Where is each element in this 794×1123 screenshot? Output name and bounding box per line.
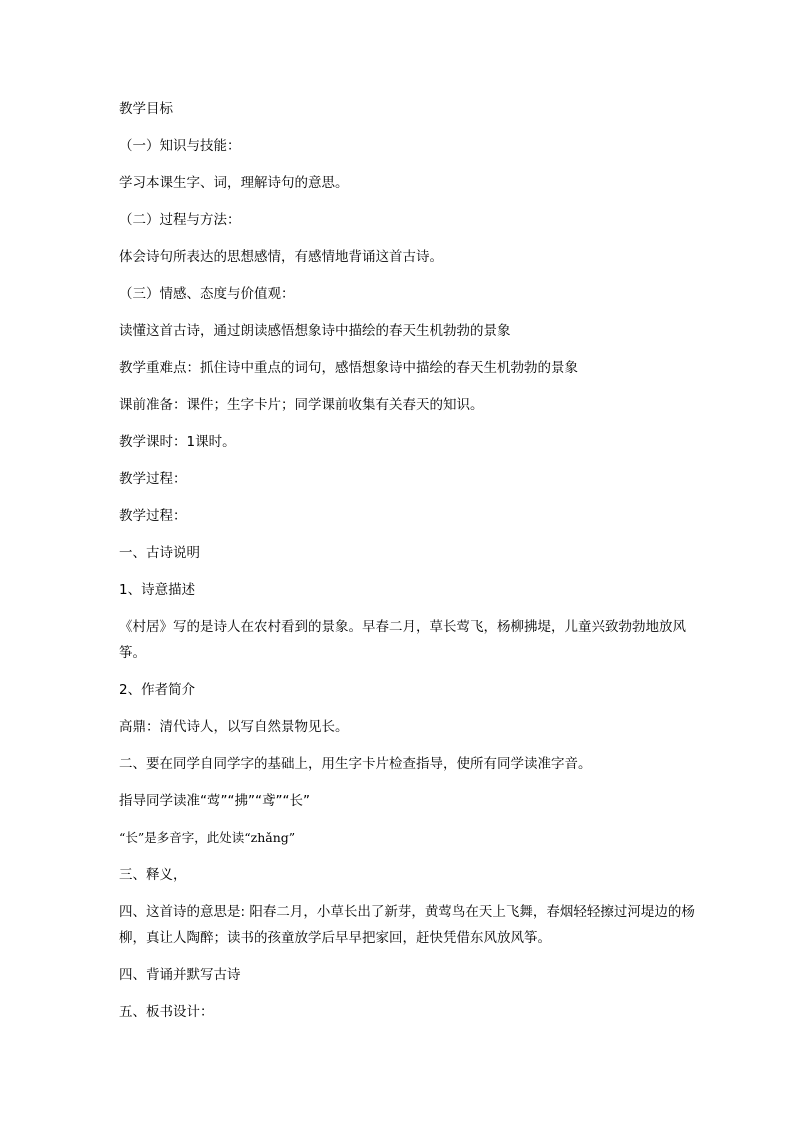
section-recite-write: 四、背诵并默写古诗 xyxy=(119,967,241,983)
subheading-emotion-values: （三）情感、态度与价值观： xyxy=(119,286,295,302)
section-character-check: 二、要在同学自同学字的基础上，用生字卡片检查指导，使所有同学读准字音。 xyxy=(119,756,592,772)
paragraph-poem-meaning: 四、这首诗的意思是: 阳春二月，小草长出了新芽，黄莺鸟在天上飞舞，春烟轻轻擦过河堤边的杨柳，真让人陶醉；读书的孩童放学后早早把家回，赶快凭借东风放风筝。 xyxy=(119,904,695,946)
paragraph-pronunciation-guide: 指导同学读准“莺”“拂”“鸢”“长” xyxy=(119,793,310,809)
subheading-knowledge-skills: （一）知识与技能： xyxy=(119,138,241,154)
document-body xyxy=(119,96,699,1036)
paragraph-poem-description: 《村居》写的是诗人在农村看到的景象。早春二月，草长莺飞，杨柳拂堤，儿童兴致勃勃地放风筝。 xyxy=(119,619,686,661)
paragraph-knowledge-skills: 学习本课生字、词，理解诗句的意思。 xyxy=(119,175,349,191)
section-meaning: 三、释义， xyxy=(119,867,187,883)
paragraph-key-difficulties: 教学重难点：抓住诗中重点的词句，感悟想象诗中描绘的春天生机勃勃的景象 xyxy=(119,360,578,376)
paragraph-process-method: 体会诗句所表达的思想感情，有感情地背诵这首古诗。 xyxy=(119,249,443,265)
paragraph-polyphonic-note: “长”是多音字，此处读“zhǎng” xyxy=(119,830,296,845)
paragraph-author-intro: 高鼎：清代诗人，以写自然景物见长。 xyxy=(119,719,349,735)
heading-teaching-objectives: 教学目标 xyxy=(119,101,173,117)
subsection-poem-description: 1、诗意描述 xyxy=(119,582,196,598)
section-board-design: 五、板书设计： xyxy=(119,1004,214,1020)
heading-teaching-process-repeat: 教学过程： xyxy=(119,508,187,524)
subheading-process-method: （二）过程与方法： xyxy=(119,212,241,228)
heading-teaching-process: 教学过程： xyxy=(119,471,187,487)
paragraph-preparation: 课前准备：课件；生字卡片；同学课前收集有关春天的知识。 xyxy=(119,397,484,413)
paragraph-emotion-values: 读懂这首古诗，通过朗读感悟想象诗中描绘的春天生机勃勃的景象 xyxy=(119,323,511,339)
paragraph-class-hours: 教学课时：1课时。 xyxy=(119,434,236,450)
subsection-author-intro: 2、作者简介 xyxy=(119,682,196,698)
section-poem-explanation: 一、古诗说明 xyxy=(119,545,200,561)
